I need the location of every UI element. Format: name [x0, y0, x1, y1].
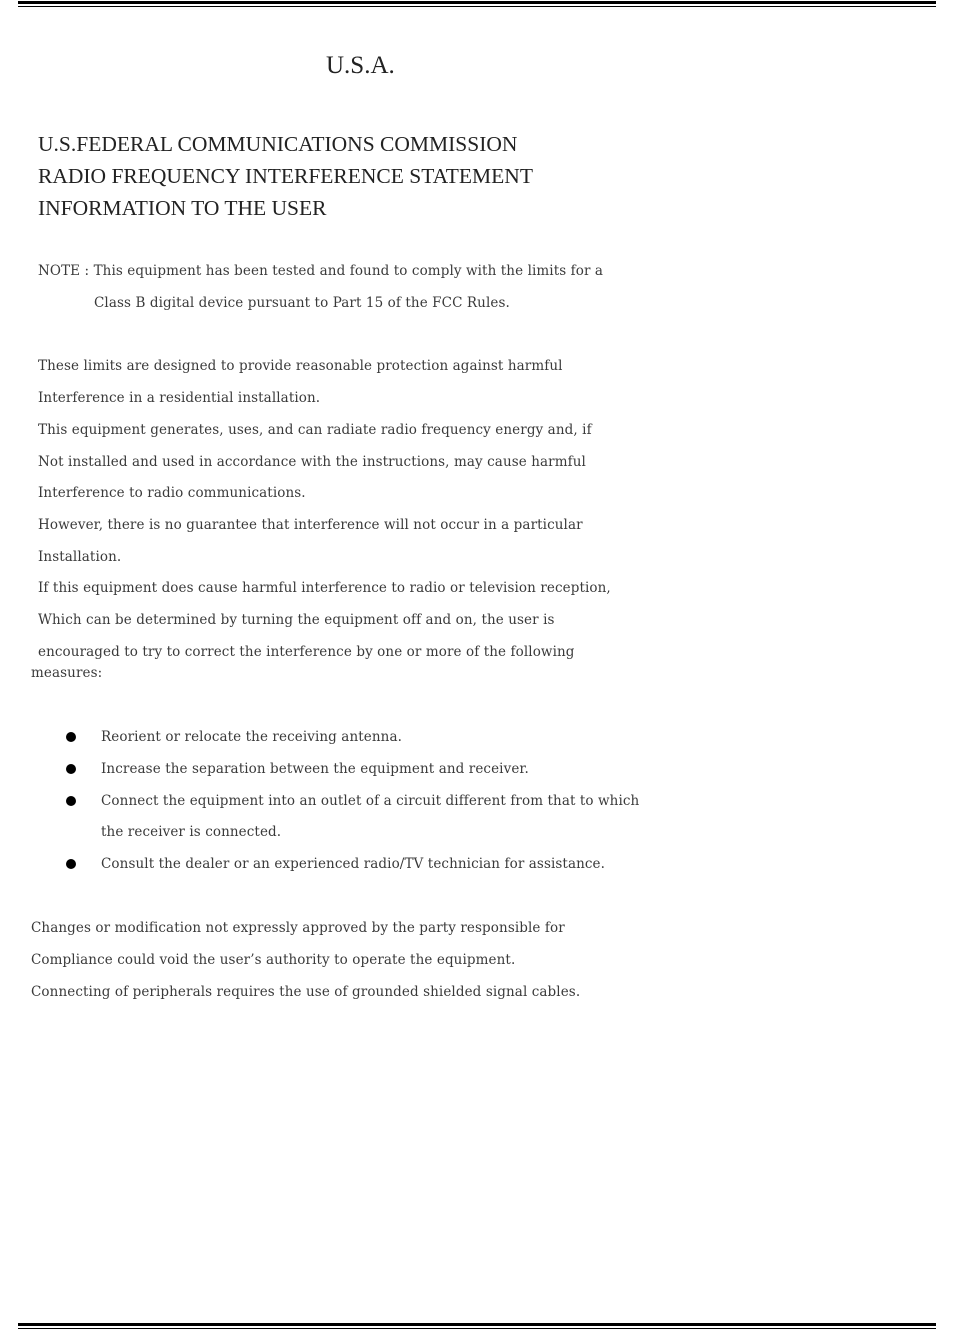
paragraph-line: Installation.	[38, 549, 122, 565]
heading-line-2: RADIO FREQUENCY INTERFERENCE STATEMENT	[38, 164, 533, 188]
bullet-icon	[66, 764, 76, 774]
measure-item: Increase the separation between the equipment and receiver.	[101, 761, 529, 777]
heading-line-3: INFORMATION TO THE USER	[38, 196, 327, 220]
paragraph-line: Interference to radio communications.	[38, 485, 306, 501]
bullet-icon	[66, 859, 76, 869]
closing-line: Compliance could void the user’s authority to operate the equipment.	[31, 952, 516, 968]
top-rule	[18, 1, 936, 7]
bullet-icon	[66, 732, 76, 742]
heading-line-1: U.S.FEDERAL COMMUNICATIONS COMMISSION	[38, 132, 518, 156]
measure-item: Consult the dealer or an experienced radio/TV technician for assistance.	[101, 856, 606, 872]
paragraph-line: measures:	[31, 665, 103, 681]
note-line-2: Class B digital device pursuant to Part 15 of the FCC Rules.	[94, 295, 510, 311]
closing-line: Changes or modification not expressly approved by the party responsible for	[31, 920, 565, 936]
paragraph-line: Not installed and used in accordance with the instructions, may cause harmful	[38, 454, 586, 470]
paragraph-line: Which can be determined by turning the equipment off and on, the user is	[38, 612, 555, 628]
closing-line: Connecting of peripherals requires the use of grounded shielded signal cables.	[31, 984, 581, 1000]
measure-item: Connect the equipment into an outlet of a circuit different from that to which	[101, 793, 640, 809]
page-title: U.S.A.	[326, 52, 395, 79]
paragraph-line: If this equipment does cause harmful interference to radio or television reception,	[38, 580, 611, 596]
measure-item-continuation: the receiver is connected.	[101, 824, 282, 840]
bullet-icon	[66, 796, 76, 806]
paragraph-line: This equipment generates, uses, and can radiate radio frequency energy and, if	[38, 422, 592, 438]
note-line-1: NOTE : This equipment has been tested and found to comply with the limits for a	[38, 263, 604, 279]
measure-item: Reorient or relocate the receiving antenna.	[101, 729, 402, 745]
bottom-rule	[18, 1323, 936, 1329]
paragraph-line: These limits are designed to provide reasonable protection against harmful	[38, 358, 563, 374]
paragraph-line: encouraged to try to correct the interference by one or more of the following	[38, 644, 575, 660]
paragraph-line: Interference in a residential installation.	[38, 390, 321, 406]
paragraph-line: However, there is no guarantee that interference will not occur in a particular	[38, 517, 583, 533]
